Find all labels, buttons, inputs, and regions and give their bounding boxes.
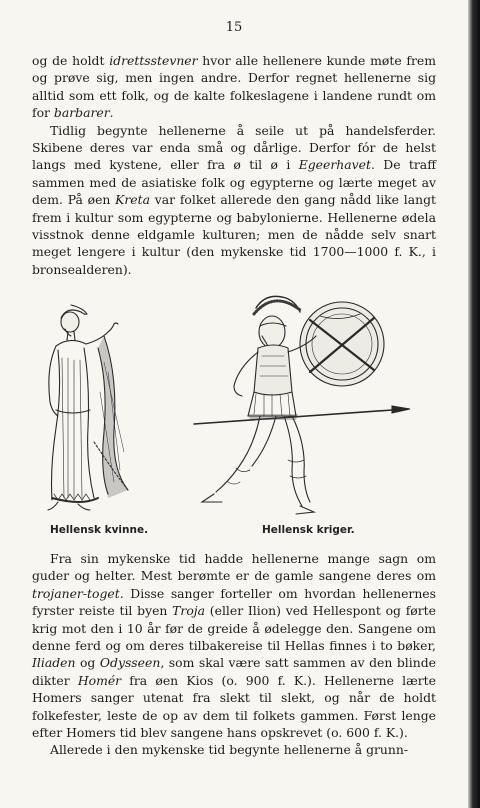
text-run: . Disse sanger forteller om hvordan hellenernes fyrster reiste til byen xyxy=(32,585,436,619)
warrior-figure-drawing xyxy=(192,292,416,522)
text-run: hvor alle hellenere kunde møte frem og prøve sig, men ingen andre. Derfor regnet hellenerne sig alltid som ett folk, og de kalte folkeslagene i landene rundt om for xyxy=(32,53,436,121)
text-run: (eller Ilion) ved Hellespont og førte krig mot den i 10 år før de greide å ødelegge den. Sangene om denne ferd og om deres tilbakereise til Hellas finnes i to bøker, xyxy=(32,603,436,654)
emphasis: trojaner-toget xyxy=(32,585,120,601)
text-run: Fra sin mykenske tid hadde hellenerne mange sagn om guder og helter. Mest berømte er de gamle sangene deres om xyxy=(32,551,436,584)
woman-illustration xyxy=(34,302,154,518)
emphasis: Iliaden xyxy=(32,655,76,671)
woman-figure-drawing xyxy=(34,302,154,518)
text-run: Tidlig begynte hellenerne å seile ut på handelsferder. Skibene deres var enda små og dårlige. Derfor fór de helst langs med kystene, eller fra ø til ø i xyxy=(32,122,436,173)
warrior-caption: Hellensk kriger. xyxy=(262,524,355,536)
text-run: fra øen Kios (o. 900 f. K.). Hellenerne lærte Homers sanger utenat fra slekt til slekt, og når de holdt folkefester, leste de op av dem til folkets gammen. Først lenge efter Homers tid blev sangene hans opskrevet (o. 600 f. K.). xyxy=(32,672,436,741)
text-run: Allerede i den mykenske tid begynte hellenerne å grunn- xyxy=(50,742,409,758)
emphasis: Kreta xyxy=(115,192,151,208)
emphasis: Troja xyxy=(172,603,206,619)
emphasis: Odysseen xyxy=(99,655,161,671)
bottom-text-block xyxy=(32,550,436,759)
emphasis: Egeerhavet xyxy=(298,157,371,173)
text-run: . De traff sammen med de asiatiske folk og egypterne og lærte meget av dem. På øen xyxy=(32,157,436,208)
book-edge xyxy=(468,0,480,808)
text-run: og xyxy=(75,655,100,671)
paragraph xyxy=(32,122,436,279)
paragraph xyxy=(32,741,436,758)
paragraph xyxy=(32,52,436,122)
emphasis: idrettsstevner xyxy=(109,53,198,68)
top-text-block xyxy=(32,52,436,278)
paragraph xyxy=(32,550,436,741)
text-run: . xyxy=(109,105,114,121)
woman-caption: Hellensk kvinne. xyxy=(50,524,149,536)
emphasis: barbarer xyxy=(53,105,110,121)
text-run: og de holdt xyxy=(32,53,110,68)
text-run: var folket allerede den gang nådd like langt frem i kultur som egypterne og babylonierne. Hellenerne ødela visstnok denne eldgamle kulturen; men de nådde selv snart meget lengere i kultur (den mykenske tid 1700—1000 f. K., i bronsealderen). xyxy=(32,192,436,277)
warrior-illustration xyxy=(192,292,416,522)
text-run: , som skal være satt sammen av den blinde dikter xyxy=(32,655,436,688)
page-number: 15 xyxy=(225,20,243,35)
emphasis: Homér xyxy=(77,672,122,688)
